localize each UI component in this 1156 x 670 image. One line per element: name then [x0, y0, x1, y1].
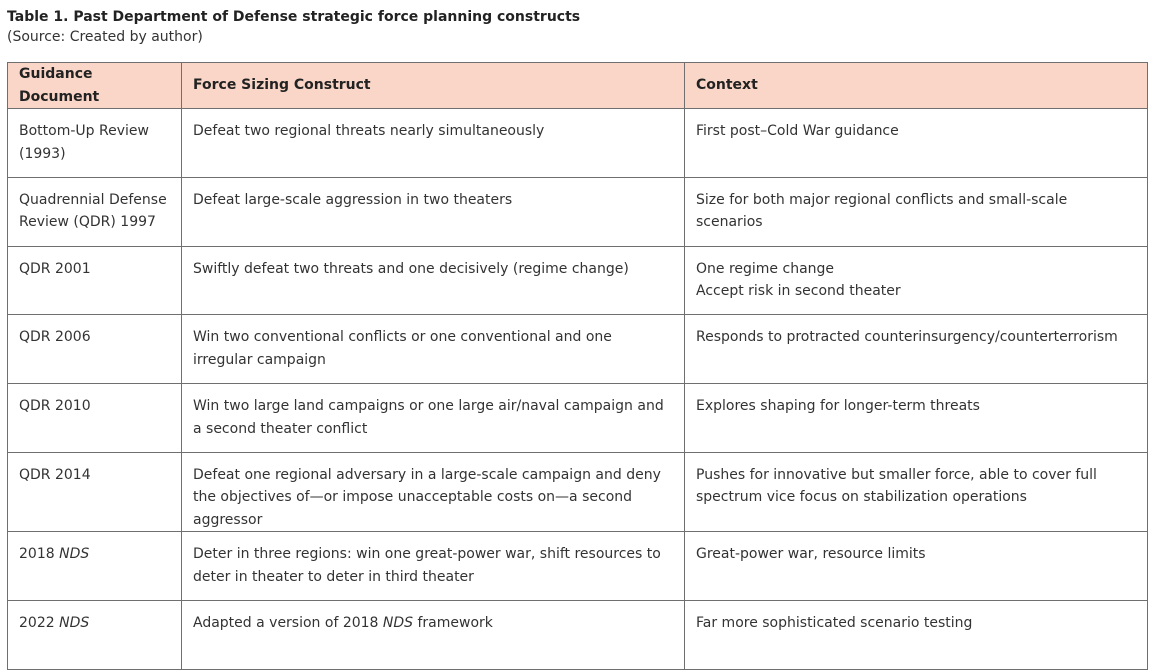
- table-row: [8, 109, 1148, 178]
- table-header-row: [8, 63, 1148, 109]
- header-guidance-document: Guidance Document: [8, 63, 182, 109]
- document-nds: NDS: [59, 546, 90, 563]
- cell-context: Great-power war, resource limits: [685, 532, 1148, 601]
- table-row: [8, 315, 1148, 384]
- document-nds: NDS: [59, 615, 90, 631]
- cell-context: Size for both major regional conflicts and small-scale scenarios: [685, 177, 1148, 246]
- cell-force-sizing-construct: [182, 601, 685, 670]
- cell-guidance-document: Quadrennial Defense Review (QDR) 1997: [8, 177, 182, 246]
- cell-context: Responds to protracted counterinsurgency/counterterrorism: [685, 315, 1148, 384]
- table-title: Table 1. Past Department of Defense strategic force planning constructs: [7, 9, 581, 25]
- cell-force-sizing-construct: Deter in three regions: win one great-power war, shift resources to deter in theater to deter in third theater: [182, 532, 685, 601]
- context-line: Accept risk in second theater: [696, 283, 901, 299]
- document-year: 2022: [19, 615, 60, 631]
- cell-force-sizing-construct: Win two large land campaigns or one large air/naval campaign and a second theater conflict: [182, 384, 685, 453]
- header-context: Context: [685, 63, 1148, 109]
- cell-context: First post–Cold War guidance: [685, 109, 1148, 178]
- cell-guidance-document: QDR 2014: [8, 452, 182, 532]
- cell-guidance-document: [8, 532, 182, 601]
- table-row: [8, 452, 1148, 532]
- table-row: [8, 532, 1148, 601]
- cell-guidance-document: Bottom-Up Review (1993): [8, 109, 182, 178]
- cell-force-sizing-construct: Defeat two regional threats nearly simultaneously: [182, 109, 685, 178]
- cell-force-sizing-construct: Defeat large-scale aggression in two theaters: [182, 177, 685, 246]
- cell-guidance-document: [8, 601, 182, 670]
- cell-guidance-document: QDR 2010: [8, 384, 182, 453]
- cell-context: [685, 246, 1148, 315]
- table-caption: [7, 7, 580, 47]
- cell-force-sizing-construct: Swiftly defeat two threats and one decisively (regime change): [182, 246, 685, 315]
- header-force-sizing-construct: Force Sizing Construct: [182, 63, 685, 109]
- cell-force-sizing-construct: Defeat one regional adversary in a large-scale campaign and deny the objectives of—or impose unacceptable costs on—a second aggressor: [182, 452, 685, 532]
- construct-suffix: framework: [413, 615, 493, 631]
- context-line: One regime change: [696, 260, 835, 277]
- table-row: [8, 246, 1148, 315]
- table-source-note: (Source: Created by author): [7, 29, 203, 45]
- table-row: [8, 601, 1148, 670]
- cell-guidance-document: QDR 2006: [8, 315, 182, 384]
- cell-context: Pushes for innovative but smaller force, able to cover full spectrum vice focus on stabilization operations: [685, 452, 1148, 532]
- construct-prefix: Adapted a version of 2018: [193, 615, 383, 631]
- cell-force-sizing-construct: Win two conventional conflicts or one conventional and one irregular campaign: [182, 315, 685, 384]
- document-year: 2018: [19, 546, 60, 563]
- cell-context: Far more sophisticated scenario testing: [685, 601, 1148, 670]
- table-row: [8, 384, 1148, 453]
- cell-guidance-document: QDR 2001: [8, 246, 182, 315]
- force-planning-table: [7, 62, 1148, 670]
- table-row: [8, 177, 1148, 246]
- construct-nds: NDS: [382, 615, 414, 631]
- cell-context: Explores shaping for longer-term threats: [685, 384, 1148, 453]
